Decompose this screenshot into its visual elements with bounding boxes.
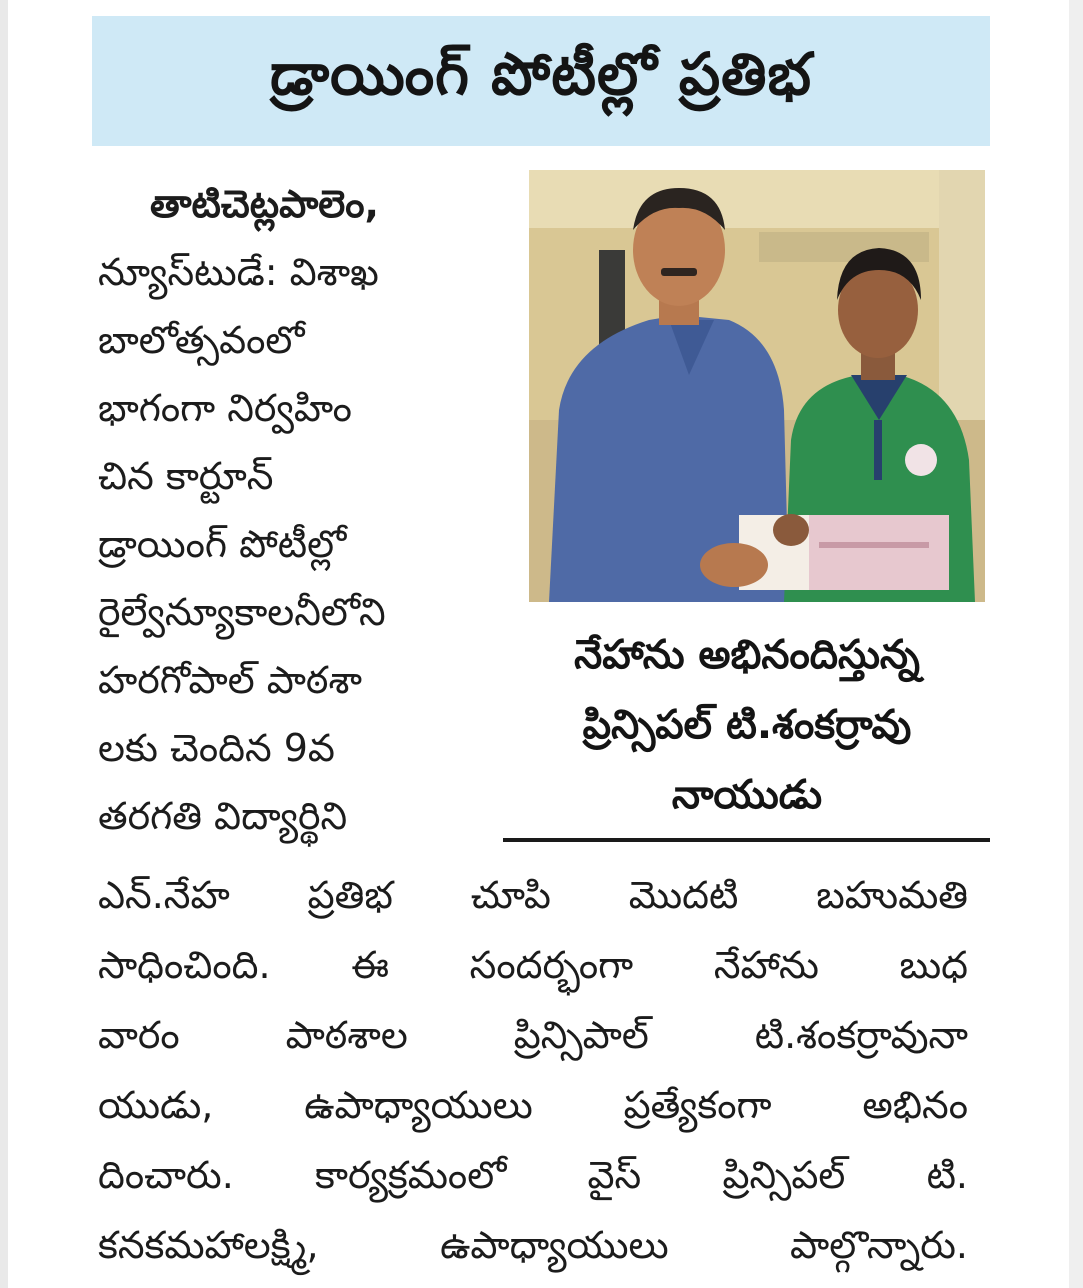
text-line: రైల్వేన్యూకాలనీలోని xyxy=(98,590,386,634)
text-line: చిన కార్టూన్ xyxy=(98,454,274,498)
photo-caption xyxy=(502,620,992,830)
text-line: సాధించింది. ఈ సందర్భంగా నేహాను బుధ xyxy=(98,943,968,987)
text-line: హరగోపాల్ పాఠశా xyxy=(98,658,362,702)
article-column xyxy=(98,170,488,850)
text-line: వారం పాఠశాల ప్రిన్సిపాల్ టి.శంకర్రావునా xyxy=(98,1013,968,1057)
photo-illustration xyxy=(529,170,985,602)
caption-line: ప్రిన్సిపల్ టి.శంకర్రావు xyxy=(582,702,912,748)
caption-line: నేహాను అభినందిస్తున్న xyxy=(574,632,920,678)
text-line: డ్రాయింగ్ పోటీల్లో xyxy=(98,522,347,566)
caption-divider xyxy=(503,838,990,842)
text-line: న్యూస్‌టుడే: విశాఖ xyxy=(98,250,379,294)
news-photo xyxy=(529,170,985,602)
text-line: కనకమహాలక్ష్మి, ఉపాధ్యాయులు పాల్గొన్నారు. xyxy=(98,1223,968,1267)
caption-line: నాయుడు xyxy=(671,772,823,818)
headline-band xyxy=(92,16,990,146)
text-line: యుడు, ఉపాధ్యాయులు ప్రత్యేకంగా అభినం xyxy=(98,1083,968,1127)
dateline: తాటిచెట్లపాలెం, xyxy=(150,182,379,226)
text-line: ఎన్.నేహ ప్రతిభ చూపి మొదటి బహుమతి xyxy=(98,873,968,917)
text-line: భాగంగా నిర్వహిం xyxy=(98,386,352,430)
headline: డ్రాయింగ్ పోటీల్లో ప్రతిభ xyxy=(270,39,812,108)
text-line: లకు చెందిన 9వ xyxy=(98,726,335,770)
text-line: బాలోత్సవంలో xyxy=(98,318,305,362)
page-edge-right xyxy=(1069,0,1083,1288)
article-body xyxy=(98,860,968,1280)
page-edge-left xyxy=(0,0,8,1288)
text-line: దించారు. కార్యక్రమంలో వైస్ ప్రిన్సిపల్ టి. xyxy=(98,1153,968,1197)
text-line: తరగతి విద్యార్థిని xyxy=(98,794,348,838)
